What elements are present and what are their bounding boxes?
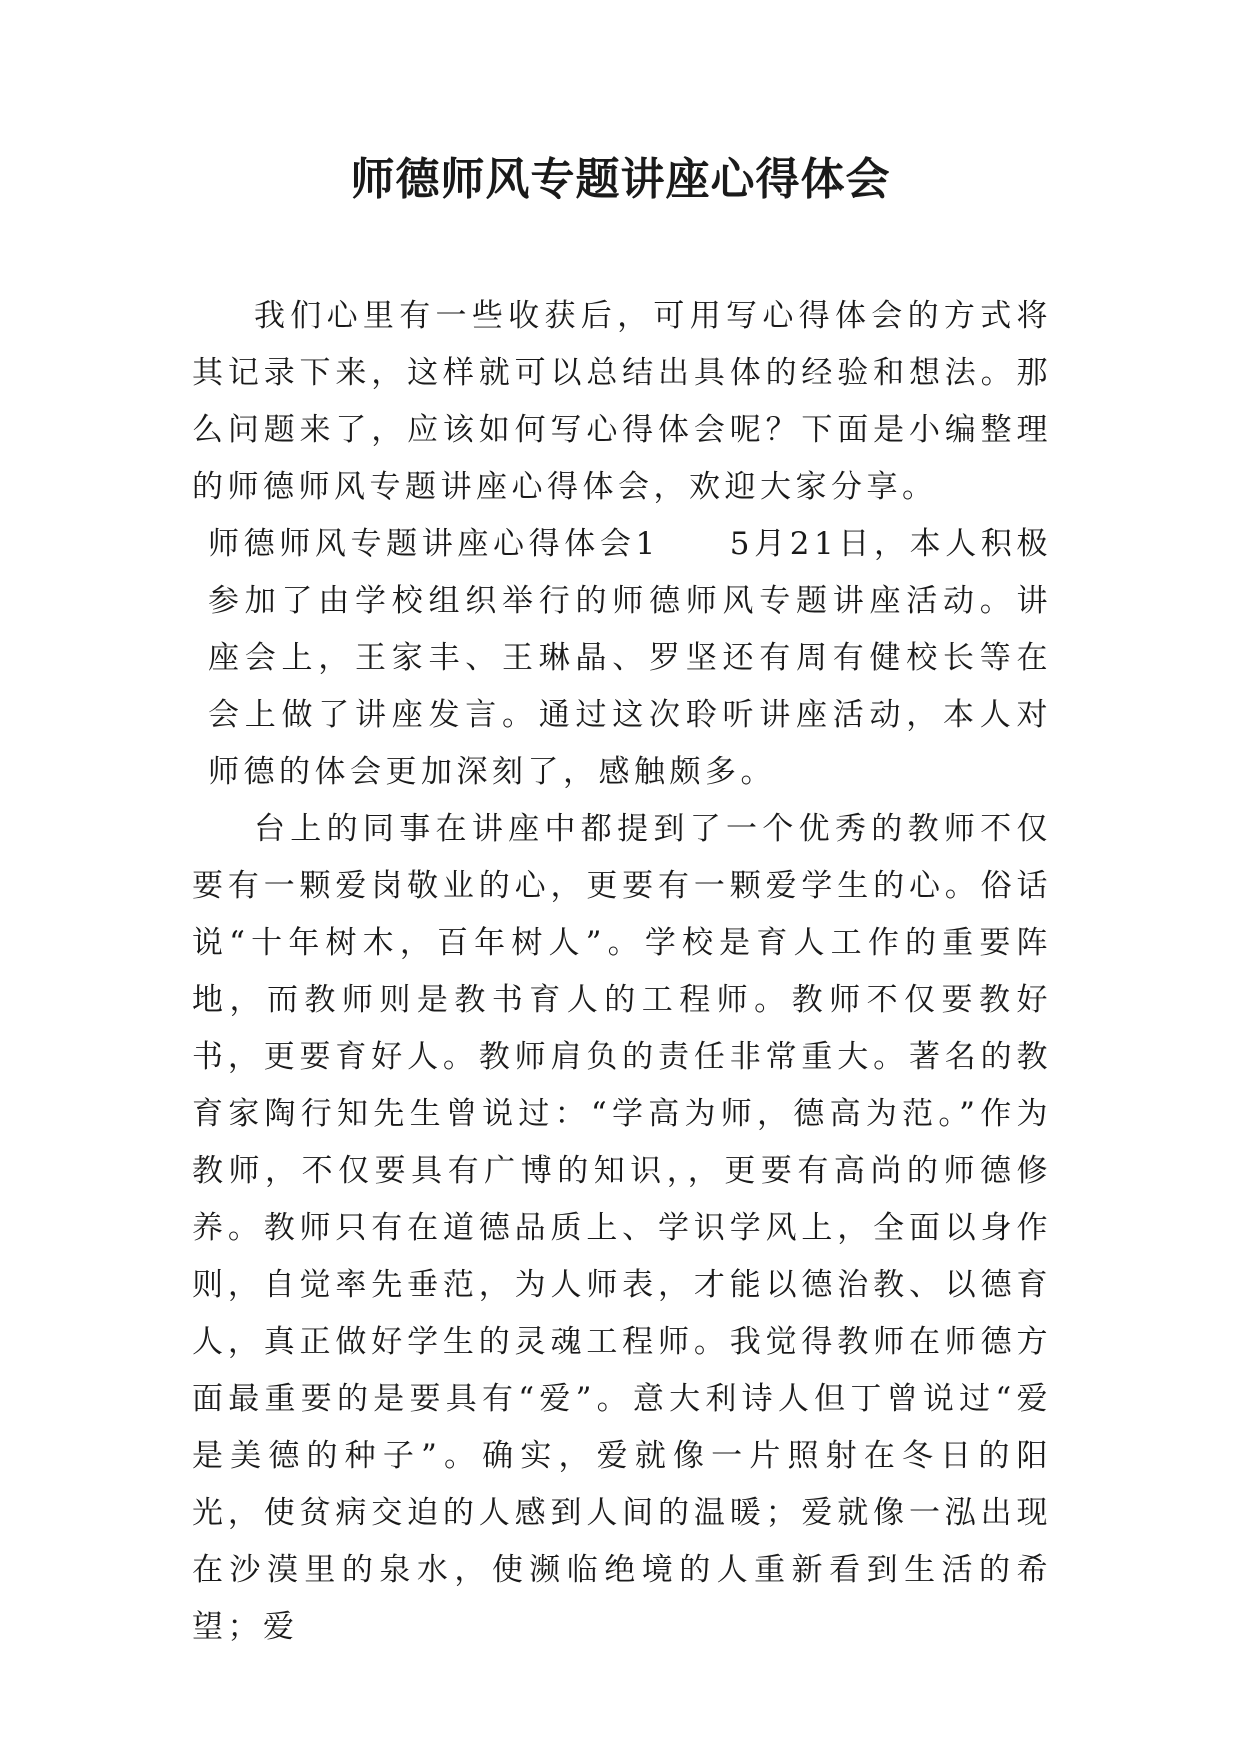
section-1-paragraph [192,516,1052,801]
section-1-text: 5月21日，本人积极参加了由学校组织举行的师德师风专题讲座活动。讲座会上，王家丰、王琳晶、罗坚还有周有健校长等在会上做了讲座发言。通过这次聆听讲座活动，本人对师德的体会更加深刻了，感触颇多。 [208,526,1052,790]
document-body [192,288,1052,1656]
document-title: 师德师风专题讲座心得体会 [350,154,891,205]
intro-paragraph: 我们心里有一些收获后，可用写心得体会的方式将其记录下来，这样就可以总结出具体的经验和想法。那么问题来了，应该如何写心得体会呢？下面是小编整理的师德师风专题讲座心得体会，欢迎大家分享。 [192,298,1052,505]
body-paragraph-2: 台上的同事在讲座中都提到了一个优秀的教师不仅要有一颗爱岗敬业的心，更要有一颗爱学生的心。俗话说“十年树木，百年树人”。学校是育人工作的重要阵地，而教师则是教书育人的工程师。教师不仅要教好书，更要育好人。教师肩负的责任非常重大。著名的教育家陶行知先生曾说过：“学高为师，德高为范。”作为教师，不仅要具有广博的知识，，更要有高尚的师德修养。教师只有在道德品质上、学识学风上，全面以身作则，自觉率先垂范，为人师表，才能以德治教、以德育人，真正做好学生的灵魂工程师。我觉得教师在师德方面最重要的是要具有“爱”。意大利诗人但丁曾说过“爱是美德的种子”。确实，爱就像一片照射在冬日的阳光，使贫病交迫的人感到人间的温暖；爱就像一泓出现在沙漠里的泉水，使濒临绝境的人重新看到生活的希望；爱 [192,811,1052,1645]
section-1-heading: 师德师风专题讲座心得体会1 [208,526,660,562]
